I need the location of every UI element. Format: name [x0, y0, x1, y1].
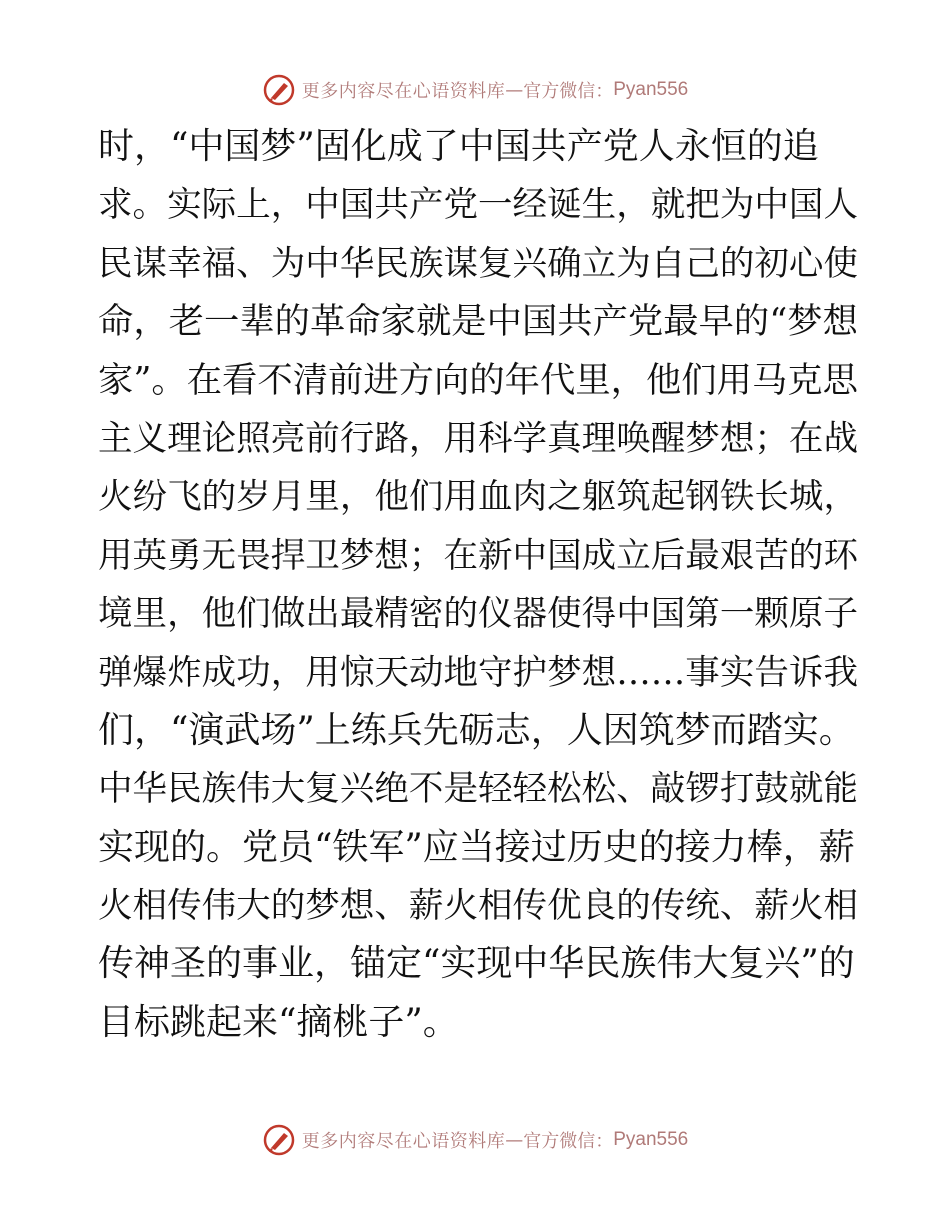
text-line: 火相传伟大的梦想、薪火相传优良的传统、薪火相	[98, 886, 859, 927]
header-watermark	[0, 70, 950, 110]
text-line: 们，“演武场”上练兵先砺志，人因筑梦而踏实。	[98, 709, 855, 751]
watermark-wechat-label: 官方微信：	[523, 81, 614, 102]
watermark-separator: —	[505, 79, 524, 101]
text-line: 命，老一辈的革命家就是中国共产党最早的“梦想	[98, 301, 858, 343]
text-line: 目标跳起来“摘桃子”。	[98, 1001, 459, 1043]
watermark-separator: —	[505, 1129, 524, 1151]
watermark-wechat-label: 官方微信：	[523, 1131, 614, 1152]
text-line: 火纷飞的岁月里，他们用血肉之躯筑起钢铁长城，	[98, 477, 859, 518]
watermark-wechat-id: Pyan556	[613, 79, 689, 100]
pen-logo-icon	[262, 1123, 296, 1157]
footer-watermark	[0, 1120, 950, 1160]
text-line: 境里，他们做出最精密的仪器使得中国第一颗原子	[98, 594, 859, 635]
text-line: 时，“中国梦”固化成了中国共产党人永恒的追	[98, 126, 819, 167]
text-line: 用英勇无畏捍卫梦想；在新中国成立后最艰苦的环	[98, 535, 859, 576]
pen-logo-icon	[262, 73, 296, 107]
text-line: 求。实际上，中国共产党一经诞生，就把为中国人	[98, 185, 859, 226]
text-line: 主义理论照亮前行路，用科学真理唤醒梦想；在战	[98, 418, 859, 459]
watermark-wechat-id: Pyan556	[613, 1129, 689, 1150]
text-line: 中华民族伟大复兴绝不是轻轻松松、敲锣打鼓就能	[98, 769, 859, 810]
watermark-text: 更多内容尽在心语资料库	[301, 81, 506, 102]
text-line: 传神圣的事业，锚定“实现中华民族伟大复兴”的	[98, 943, 855, 985]
text-line: 弹爆炸成功，用惊天动地守护梦想……事实告诉我	[98, 652, 859, 693]
text-line: 实现的。党员“铁军”应当接过历史的接力棒，薪	[98, 826, 855, 868]
text-line: 民谋幸福、为中华民族谋复兴确立为自己的初心使	[98, 243, 859, 284]
body-text	[98, 118, 858, 1052]
watermark-text: 更多内容尽在心语资料库	[301, 1131, 506, 1152]
text-line: 家”。在看不清前进方向的年代里，他们用马克思	[98, 359, 858, 401]
